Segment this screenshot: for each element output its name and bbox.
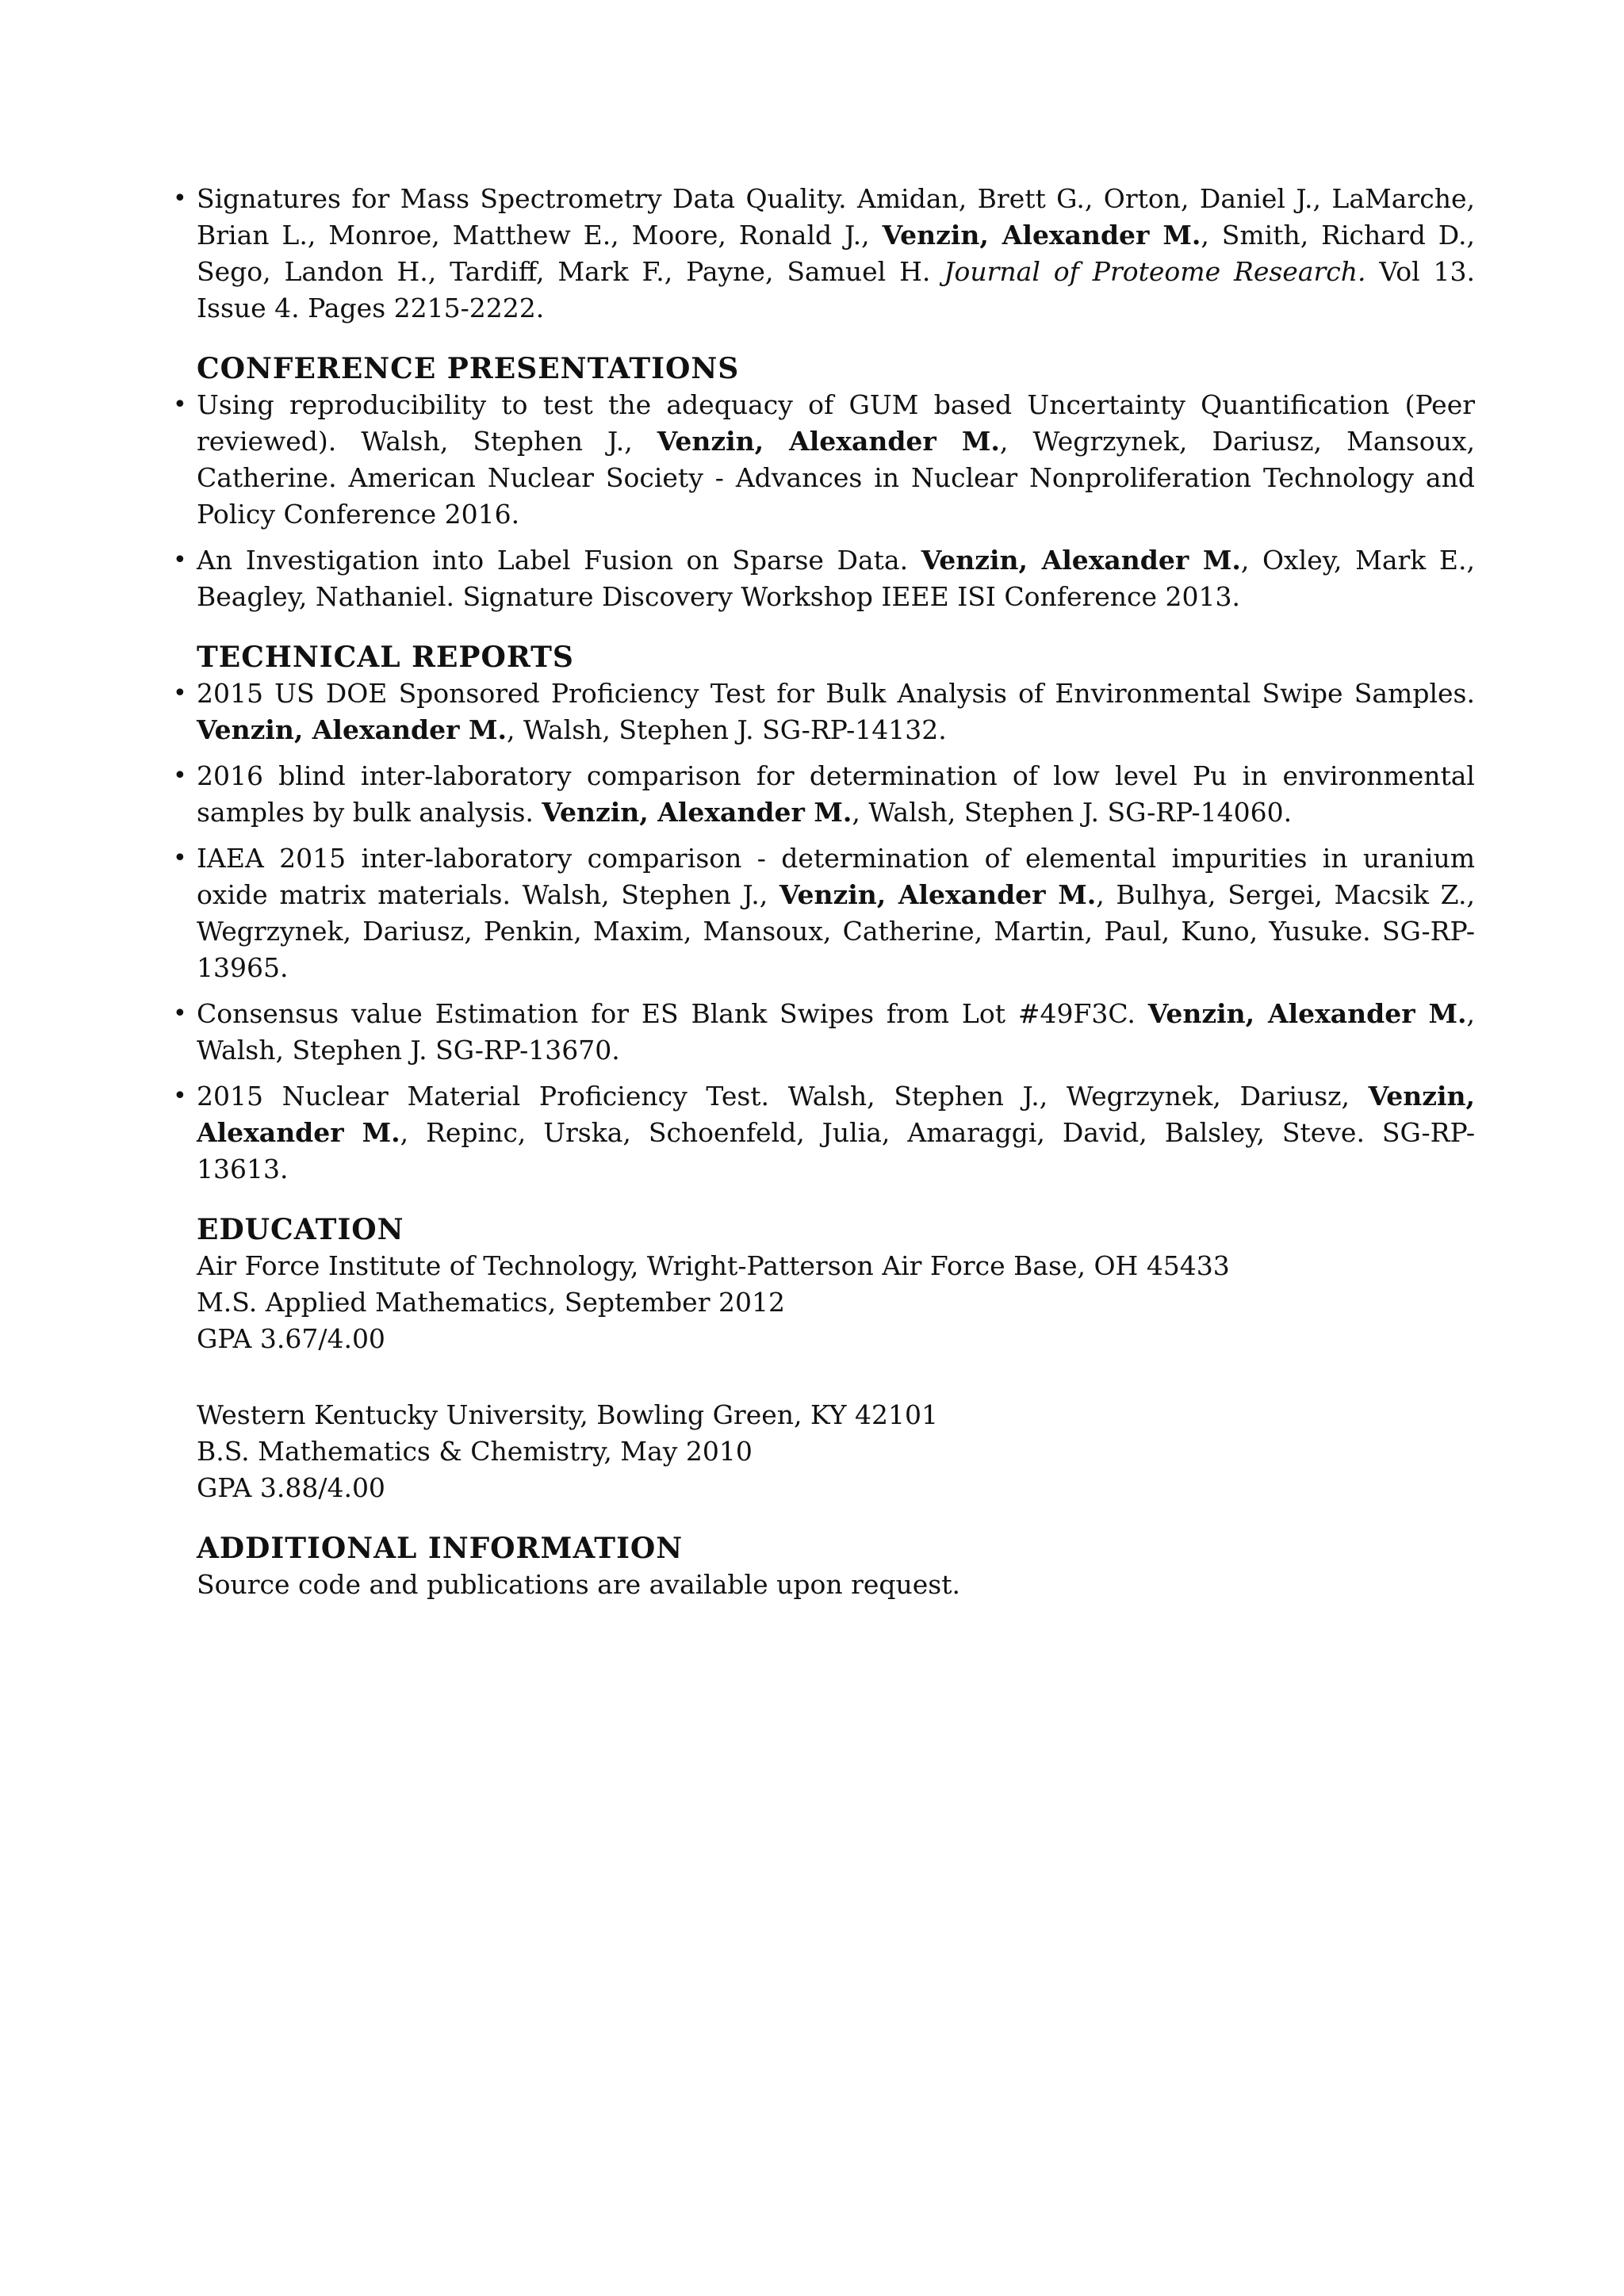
author-highlight: Venzin, Alexander M.: [657, 426, 1000, 457]
bullet-icon: [173, 840, 184, 877]
degree: B.S. Mathematics & Chemistry, May 2010: [197, 1436, 753, 1467]
conference-section: [197, 350, 1475, 615]
author-highlight: Venzin, Alexander M.: [1147, 998, 1467, 1029]
bullet-icon: [173, 181, 184, 217]
gpa: GPA 3.88/4.00: [197, 1472, 385, 1503]
report-entry: • 2016 blind inter-laboratory comparison for determination of low level Pu in environmental samples by bulk analysis. Venzin, Alexander M., Walsh, Stephen J. SG-RP-14060.: [197, 758, 1475, 831]
author-highlight: Venzin, Alexander M.: [779, 879, 1097, 910]
author-highlight: Venzin, Alexander M.: [542, 797, 852, 828]
spacer: [197, 1357, 1475, 1397]
publications-section: [197, 181, 1475, 327]
degree: M.S. Applied Mathematics, September 2012: [197, 1287, 785, 1318]
section-heading-conference: CONFERENCE PRESENTATIONS: [197, 352, 740, 385]
bullet-icon: [173, 542, 184, 579]
education-item: [197, 1248, 1475, 1357]
education-section: [197, 1211, 1475, 1506]
additional-text: Source code and publications are available upon request.: [197, 1569, 960, 1600]
bullet-icon: [173, 675, 184, 712]
report-entry: • Consensus value Estimation for ES Blank Swipes from Lot #49F3C. Venzin, Alexander M., Walsh, Stephen J. SG-RP-13670.: [197, 996, 1475, 1069]
additional-section: [197, 1530, 1475, 1603]
author-highlight: Venzin, Alexander M.: [882, 220, 1201, 251]
report-entry: • 2015 US DOE Sponsored Proficiency Test for Bulk Analysis of Environmental Swipe Samples. Venzin, Alexander M., Walsh, Stephen J. SG-RP-14132.: [197, 675, 1475, 748]
section-heading-additional: ADDITIONAL INFORMATION: [197, 1532, 684, 1565]
resume-page: [197, 181, 1475, 1603]
author-highlight: Venzin, Alexander M.: [921, 545, 1241, 576]
journal-name: Journal of Proteome Research.: [944, 256, 1366, 287]
report-entry: • IAEA 2015 inter-laboratory comparison - determination of elemental impurities in uranium oxide matrix materials. Walsh, Stephen J., Venzin, Alexander M., Bulhya, Sergei, Macsik Z., Wegrzynek, Dariusz, Penkin, Maxim, Mansoux, Catherine, Martin, Paul, Kuno, Yusuke. SG-RP-13965.: [197, 840, 1475, 986]
institution: Air Force Institute of Technology, Wright-Patterson Air Force Base, OH 45433: [197, 1250, 1230, 1281]
reports-section: [197, 639, 1475, 1188]
education-item: [197, 1397, 1475, 1506]
author-highlight: Venzin, Alexander M.: [197, 1081, 1475, 1148]
author-highlight: Venzin, Alexander M.: [197, 714, 507, 745]
bullet-icon: [173, 996, 184, 1032]
bullet-icon: [173, 1078, 184, 1115]
gpa: GPA 3.67/4.00: [197, 1323, 385, 1354]
bullet-icon: [173, 387, 184, 423]
section-heading-education: EDUCATION: [197, 1213, 404, 1246]
conference-entry: • Using reproducibility to test the adequacy of GUM based Uncertainty Quantification (Peer reviewed). Walsh, Stephen J., Venzin, Alexander M., Wegrzynek, Dariusz, Mansoux, Catherine. American Nuclear Society - Advances in Nuclear Nonproliferation Technology and Policy Conference 2016.: [197, 387, 1475, 533]
section-heading-reports: TECHNICAL REPORTS: [197, 641, 574, 674]
publication-entry: • Signatures for Mass Spectrometry Data Quality. Amidan, Brett G., Orton, Daniel J., LaMarche, Brian L., Monroe, Matthew E., Moore, Ronald J., Venzin, Alexander M., Smith, Richard D., Sego, Landon H., Tardiff, Mark F., Payne, Samuel H. Journal of Proteome Research. Vol 13. Issue 4. Pages 2215-2222.: [197, 181, 1475, 327]
conference-entry: • An Investigation into Label Fusion on Sparse Data. Venzin, Alexander M., Oxley, Mark E., Beagley, Nathaniel. Signature Discovery Workshop IEEE ISI Conference 2013.: [197, 542, 1475, 615]
report-entry: • 2015 Nuclear Material Proficiency Test. Walsh, Stephen J., Wegrzynek, Dariusz, Venzin, Alexander M., Repinc, Urska, Schoenfeld, Julia, Amaraggi, David, Balsley, Steve. SG-RP-13613.: [197, 1078, 1475, 1188]
bullet-icon: [173, 758, 184, 794]
institution: Western Kentucky University, Bowling Green, KY 42101: [197, 1399, 939, 1430]
